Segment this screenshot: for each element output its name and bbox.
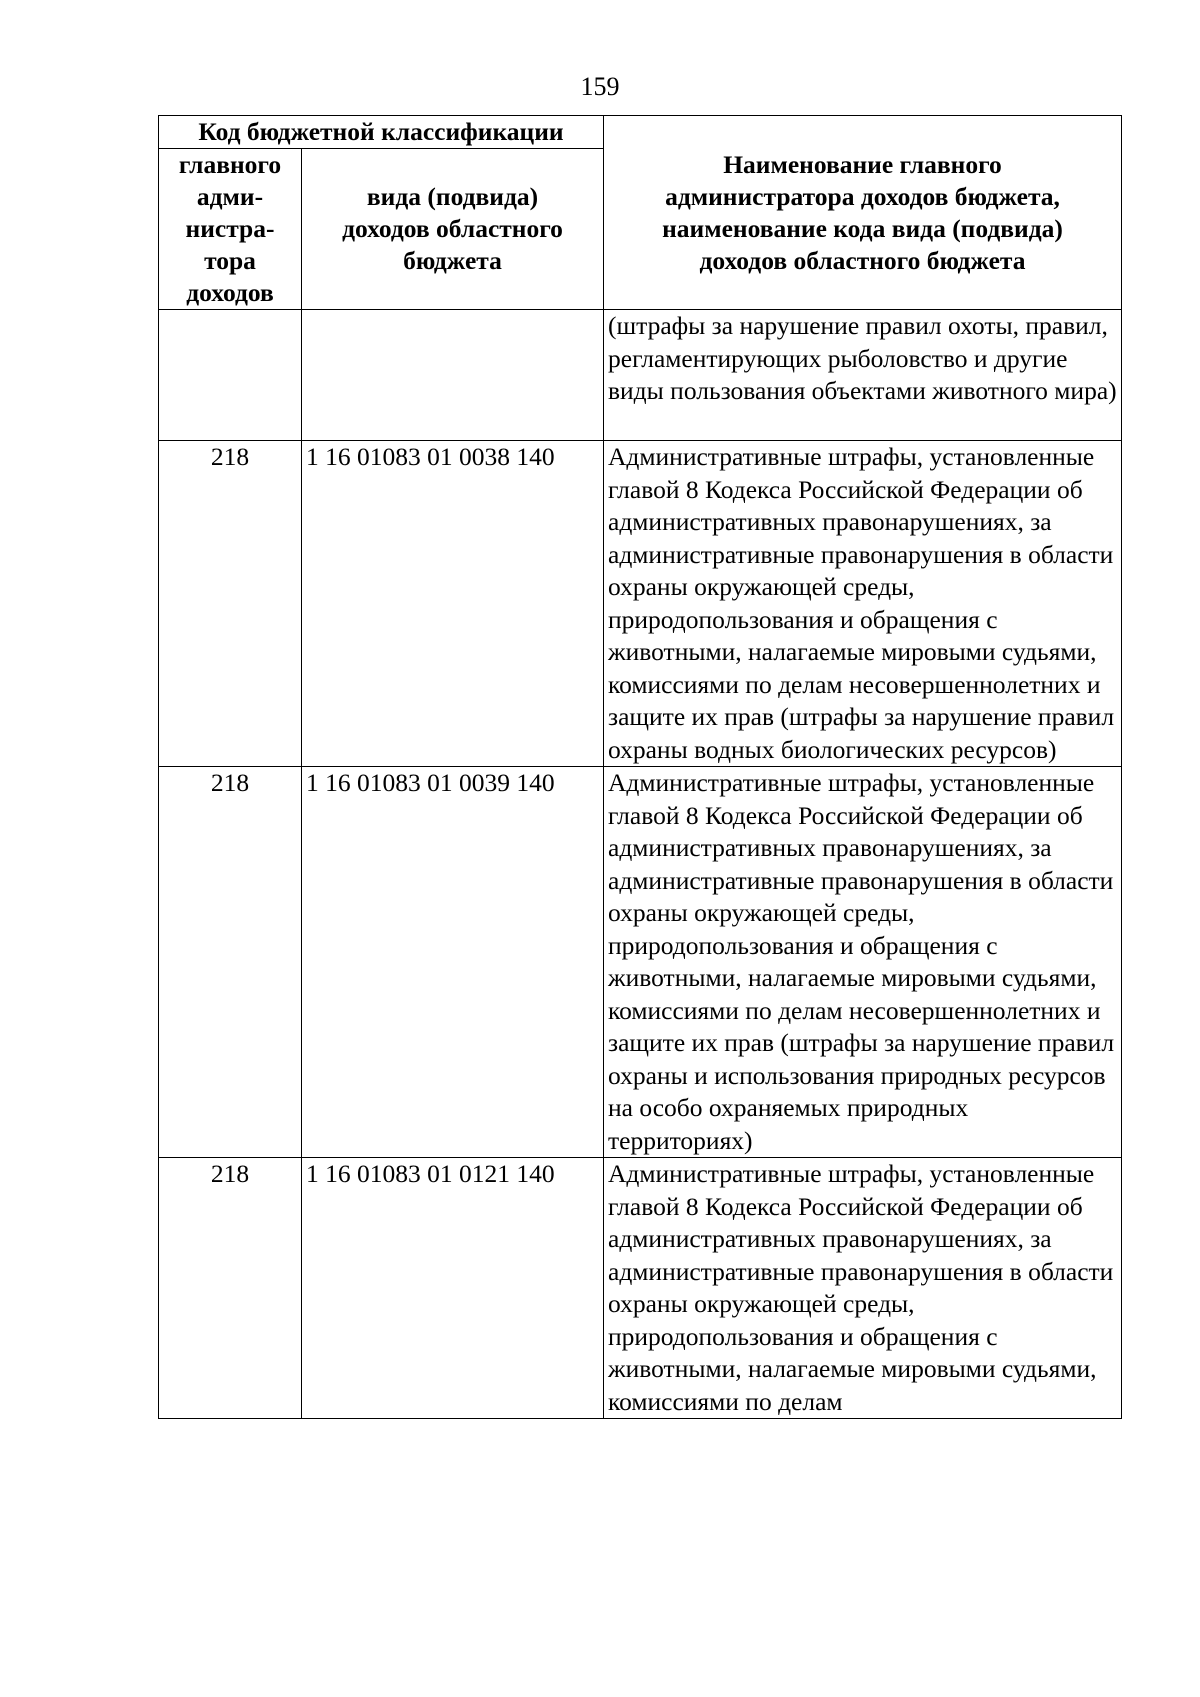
header-name-line: Наименование главного (723, 149, 1002, 179)
header-admin-line: доходов (186, 278, 274, 307)
name-cell: Административные штрафы, установленные главой 8 Кодекса Российской Федерации об административных правонарушениях, за административные правонарушения в области охраны окружающей среды, природопользования и обращения с животными, налагаемые мировыми судьями, комиссиями по делам несовершеннолетних и защите их прав (штрафы за нарушение правил охраны и использования природных ресурсов на особо охраняемых природных территориях) (604, 767, 1122, 1158)
header-name-line: администратора доходов бюджета, (665, 181, 1060, 211)
header-admin-line: адми- (196, 182, 264, 211)
header-code-column (302, 149, 604, 310)
admin-code-cell: 218 (159, 441, 302, 767)
header-name-line: доходов областного бюджета (699, 245, 1026, 275)
table-row (159, 767, 1122, 1158)
admin-code-cell: 218 (159, 767, 302, 1158)
revenue-code-cell (302, 310, 604, 441)
header-budget-classification-code: Код бюджетной классификации (159, 116, 604, 149)
header-admin-line: нистра- (185, 214, 275, 243)
header-code-line: вида (подвида) (366, 182, 539, 211)
header-code-line: доходов областного (342, 214, 563, 243)
revenue-code-cell: 1 16 01083 01 0121 140 (302, 1158, 604, 1419)
name-cell: (штрафы за нарушение правил охоты, правил, регламентирующих рыболовство и другие виды пользования объектами животного мира) (604, 310, 1122, 441)
name-cell: Административные штрафы, установленные главой 8 Кодекса Российской Федерации об административных правонарушениях, за административные правонарушения в области охраны окружающей среды, природопользования и обращения с животными, налагаемые мировыми судьями, комиссиями по делам несовершеннолетних и защите их прав (штрафы за нарушение правил охраны водных биологических ресурсов) (604, 441, 1122, 767)
admin-code-cell (159, 310, 302, 441)
table-row (159, 441, 1122, 767)
header-admin-line: главного (178, 150, 282, 179)
header-name-column (604, 116, 1122, 310)
header-admin-line: тора (204, 246, 256, 275)
page-number: 159 (580, 72, 620, 101)
admin-code-cell: 218 (159, 1158, 302, 1419)
revenue-code-cell: 1 16 01083 01 0039 140 (302, 767, 604, 1158)
budget-classification-table (158, 115, 1122, 1419)
table-row (159, 1158, 1122, 1419)
table-row (159, 310, 1122, 441)
header-name-line: наименование кода вида (подвида) (662, 213, 1063, 243)
header-code-line: бюджета (403, 246, 502, 275)
name-cell: Административные штрафы, установленные главой 8 Кодекса Российской Федерации об административных правонарушениях, за административные правонарушения в области охраны окружающей среды, природопользования и обращения с животными, налагаемые мировыми судьями, комиссиями по делам (604, 1158, 1122, 1419)
header-admin-column (159, 149, 302, 310)
revenue-code-cell: 1 16 01083 01 0038 140 (302, 441, 604, 767)
